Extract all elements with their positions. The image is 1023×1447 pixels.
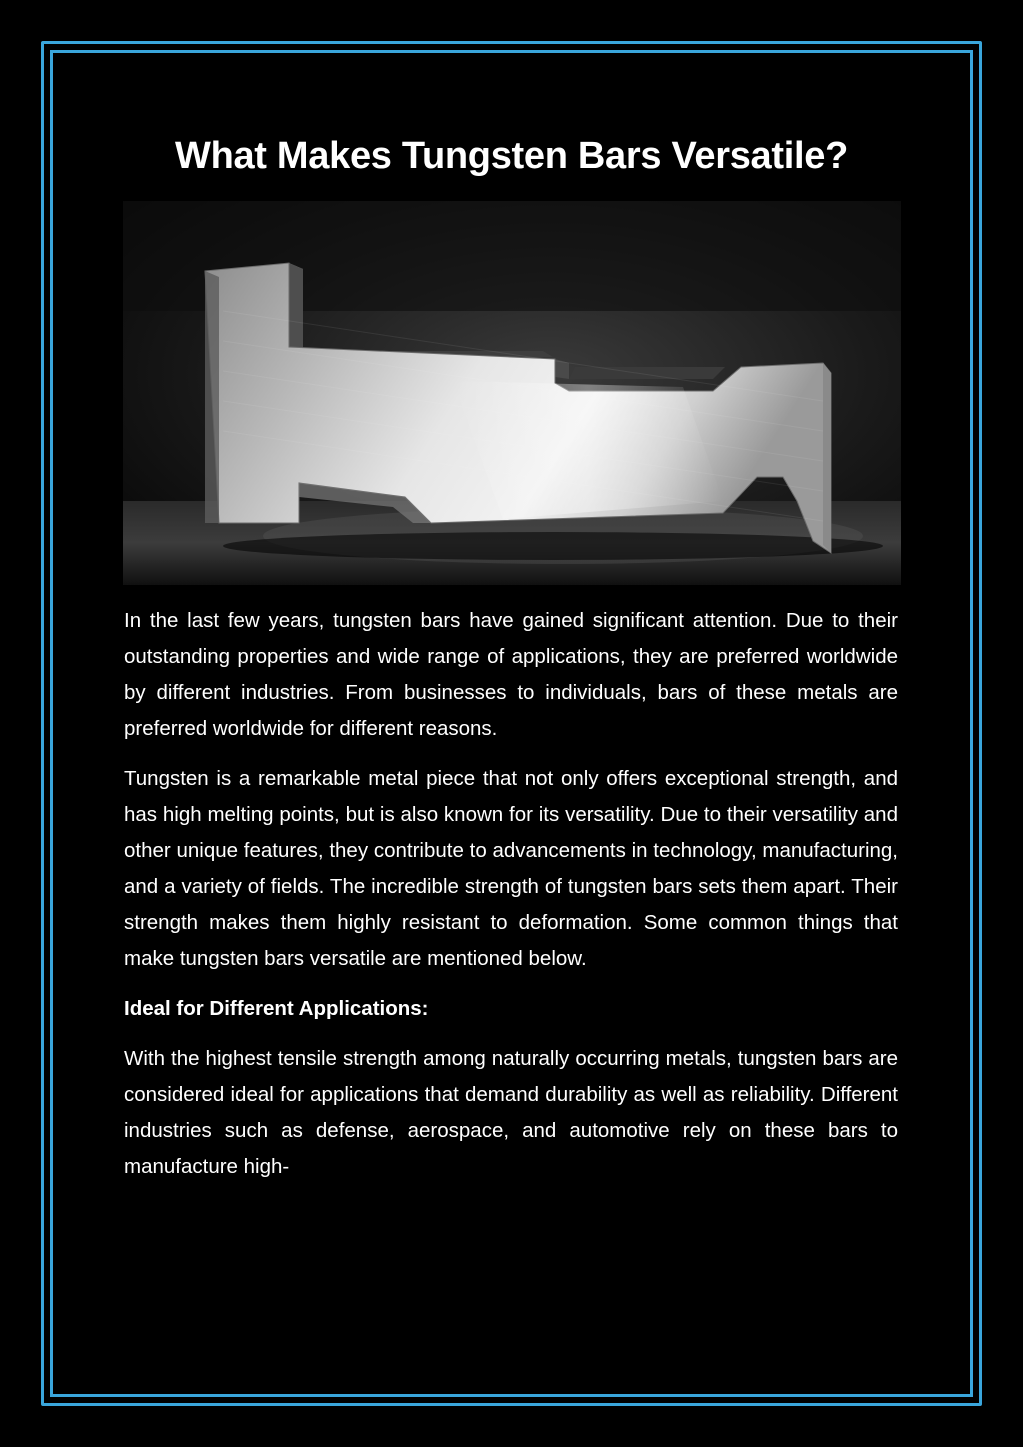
tungsten-bar-photo (123, 201, 901, 585)
paragraph-applications: With the highest tensile strength among naturally occurring metals, tungsten bars are considered ideal for applications that demand durability as well as reliability. Different industries such as defense, aerospace, and automotive rely on these bars to manufacture high- (124, 1047, 898, 1178)
paragraph-tungsten-overview: Tungsten is a remarkable metal piece that not only offers exceptional strength, and has high melting points, but is also known for its versatility. Due to their versatility and other unique features, they contribute to advancements in technology, manufacturing, and a variety of fields. The incredible strength of tungsten bars sets them apart. Their strength makes them highly resistant to deformation. Some common things that make tungsten bars versatile are mentioned below. (124, 767, 898, 970)
section-heading: Ideal for Different Applications: (124, 997, 429, 1020)
paragraph-intro: In the last few years, tungsten bars have gained significant attention. Due to their outstanding properties and wide range of applications, they are preferred worldwide by different industries. From businesses to individuals, bars of these metals are preferred worldwide for different reasons. (124, 609, 898, 740)
page-title: What Makes Tungsten Bars Versatile? (175, 135, 848, 177)
article-body (124, 603, 898, 1199)
